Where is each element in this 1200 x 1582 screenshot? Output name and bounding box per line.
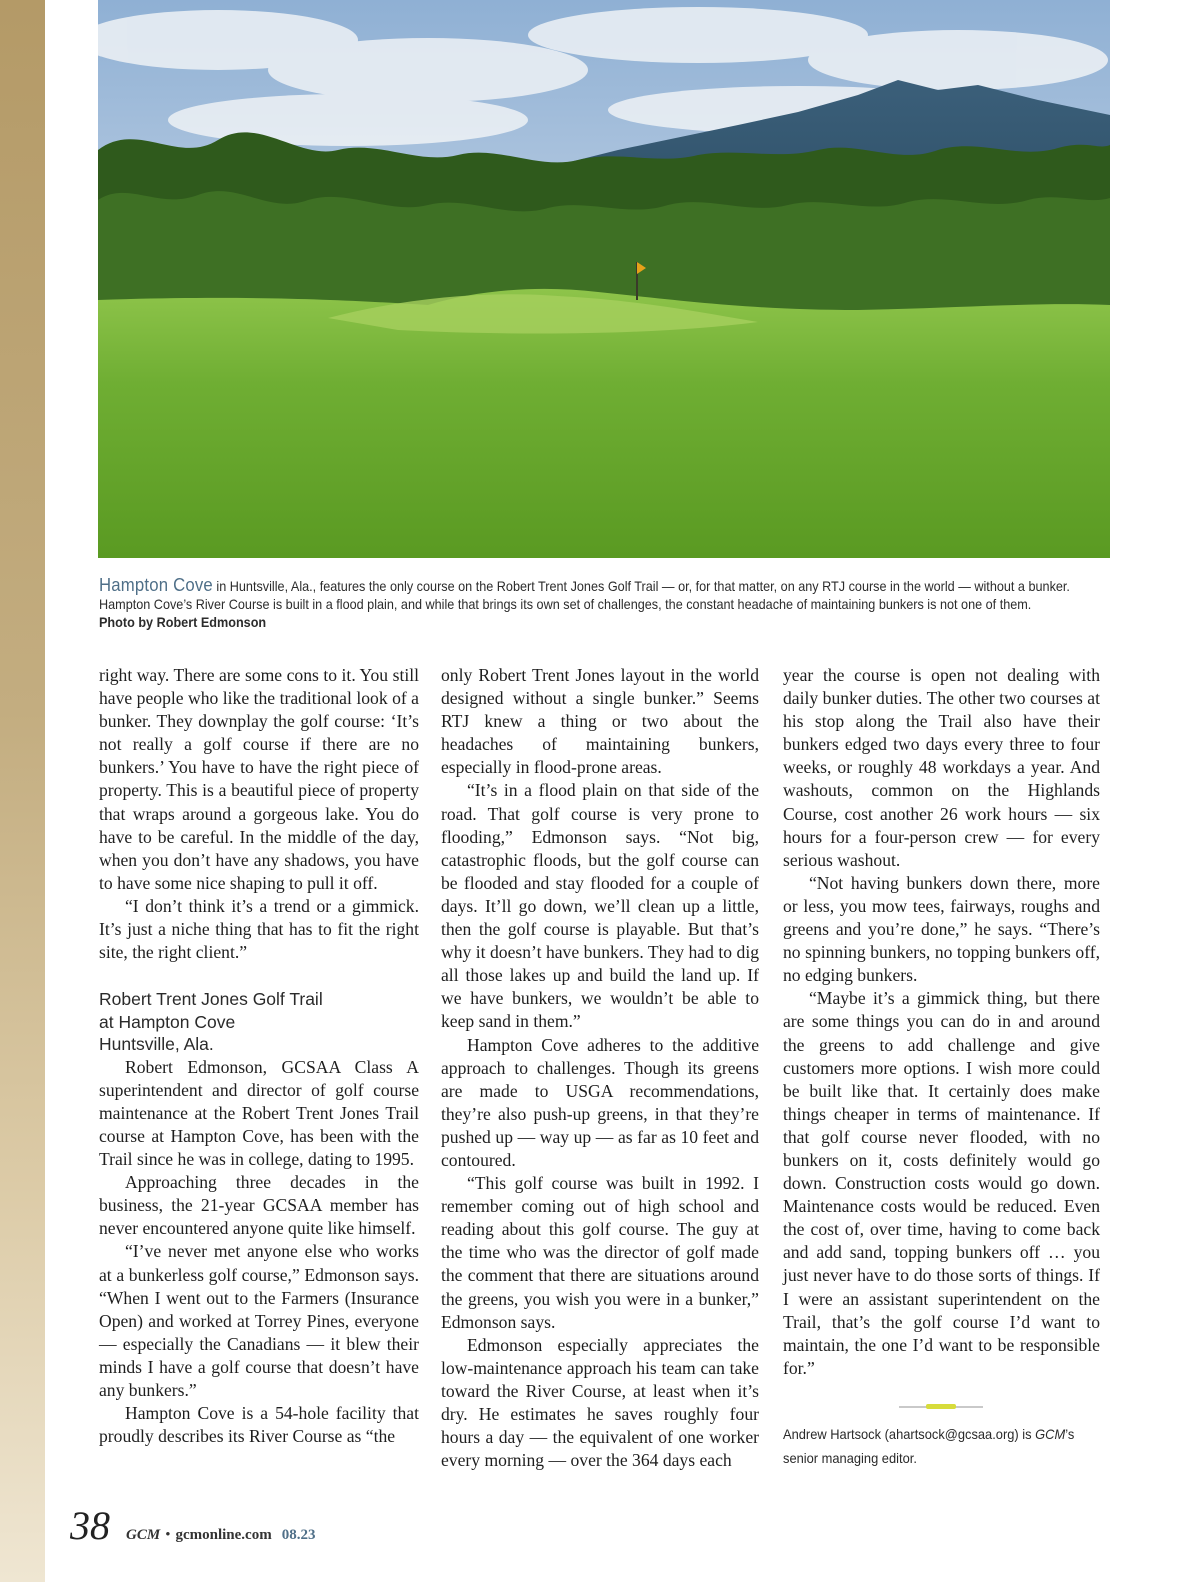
subhead-line: at Hampton Cove xyxy=(99,1011,236,1032)
side-color-bar xyxy=(0,0,45,1582)
paragraph: Edmonson especially appreciates the low-maintenance approach his team can take toward the River Course, at least when it’s dry. He estimates he saves roughly four hours a day — the equivalent of one worker every morning — over the 364 days each xyxy=(441,1334,759,1471)
footer-separator: • xyxy=(165,1527,171,1543)
footer-issue: 08.23 xyxy=(281,1527,316,1543)
paragraph: right way. There are some cons to it. You still have people who like the traditional look of a bunker. They downplay the golf course: ‘It’s not really a golf course if there are no bunkers.’ You have to have the right piece of property. This is a beautiful piece of property that wraps around a gorgeous lake. You do have to be careful. In the middle of the day, when you don’t have any shadows, you have to have some nice shaping to pull it off. xyxy=(99,665,419,893)
page-number: 38 xyxy=(70,1503,110,1548)
paragraph: “Maybe it’s a gimmick thing, but there are some things you can do in and around the greens to add challenge and give customers more options. I wish more could be built like that. It certainly does make things cheaper in terms of maintenance. If that golf course never flooded, with no bunkers on it, costs definitely would go down. Construction costs would go down. Maintenance costs would be reduced. Even the cost of, over time, having to come back and add sand, topping bunkers off … you just never have to do those sorts of things. If I were an assistant superintendent on the Trail, that’s the golf course I’d want to maintain, the one I’d want to be responsible for.” xyxy=(783,988,1100,1378)
paragraph: “I don’t think it’s a trend or a gimmick. It’s just a niche thing that has to fit the right site, the right client.” xyxy=(99,895,419,963)
bio-text: Andrew Hartsock (ahartsock@gcsaa.org) is xyxy=(783,1426,1036,1442)
end-mark xyxy=(926,1404,956,1409)
section-subhead xyxy=(99,988,419,1056)
paragraph: “Not having bunkers down there, more or less, you mow tees, fairways, roughs and greens and you’re done,” he says. “There’s no spinning bunkers, no topping bunkers off, no edging bunkers. xyxy=(783,872,1100,986)
paragraph: Hampton Cove is a 54-hole facility that proudly describes its River Course as “the xyxy=(99,1403,419,1447)
paragraph: “I’ve never met anyone else who works at a bunkerless golf course,” Edmonson says. “When I went out to the Farmers (Insurance Open) and worked at Torrey Pines, everyone — especially the Canadians — it blew their minds I have a golf course that doesn’t have any bunkers.” xyxy=(99,1241,419,1401)
article-column-2 xyxy=(441,664,759,1472)
golf-course-illustration xyxy=(98,0,1110,558)
page-footer xyxy=(70,1502,316,1548)
paragraph: Robert Edmonson, GCSAA Class A superintendent and director of golf course maintenance at the Robert Trent Jones Trail course at Hampton Cove, has been with the Trail since he was in college, dating to 1995. xyxy=(99,1056,419,1170)
photo-credit: Photo by Robert Edmonson xyxy=(99,615,267,630)
paragraph: Approaching three decades in the business, the 21-year GCSAA member has never encountered anyone quite like himself. xyxy=(99,1172,419,1239)
bio-text-end: ’s senior managing editor. xyxy=(783,1426,1075,1466)
paragraph: year the course is open not dealing with daily bunker duties. The other two courses at his stop along the Trail also have their bunkers edged two days every three to four weeks, or roughly 48 workdays a year. And washouts, common on the Highlands Course, cost another 26 work hours — six hours for a four-person crew — for every serious washout. xyxy=(783,665,1100,870)
article-column-3 xyxy=(783,664,1100,1380)
paragraph: Hampton Cove adheres to the additive approach to challenges. Though its greens are made to USGA recommendations, they’re also push-up greens, in that they’re pushed up — way up — as far as 10 feet and contoured. xyxy=(441,1034,759,1170)
golf-course-photo xyxy=(98,0,1110,558)
paragraph: only Robert Trent Jones layout in the world designed without a single bunker.” Seems RTJ knew a thing or two about the headaches of maintaining bunkers, especially in flood-prone areas. xyxy=(441,665,759,778)
caption-lead: Hampton Cove xyxy=(99,575,213,595)
author-bio xyxy=(783,1422,1096,1470)
subhead-line: Robert Trent Jones Golf Trail xyxy=(99,989,323,1010)
caption-text: in Huntsville, Ala., features the only course on the Robert Trent Jones Golf Trail — or, for that matter, on any RTJ course in the world — without a bunker. Hampton Cove’s River Course is built in a flood plain, and while that brings its own set of challenges, the constant headache of maintaining bunkers is not one of them. xyxy=(99,579,1070,612)
article-column-1 xyxy=(99,664,419,1448)
footer-site: gcmonline.com xyxy=(175,1527,272,1543)
paragraph: “It’s in a flood plain on that side of the road. That golf course is very prone to flooding,” Edmonson says. “Not big, catastrophic floods, but the golf course can be flooded and stay flooded for a couple of days. It’ll go down, we’ll clean up a little, then the golf course is playable. But that’s why it doesn’t have bunkers. They had to dig all those lakes up and build the land up. If we have bunkers, we wouldn’t be able to keep sand in them.” xyxy=(441,780,759,1032)
bio-magazine: GCM xyxy=(1035,1426,1066,1442)
photo-caption xyxy=(99,576,1109,632)
paragraph: “This golf course was built in 1992. I remember coming out of high school and reading about this golf course. The guy at the time who was the director of golf made the comment that there are situations around the greens, you wish you were in a bunker,” Edmonson says. xyxy=(441,1173,759,1332)
footer-magazine: GCM xyxy=(126,1527,161,1543)
subhead-line: Huntsville, Ala. xyxy=(99,1034,214,1055)
